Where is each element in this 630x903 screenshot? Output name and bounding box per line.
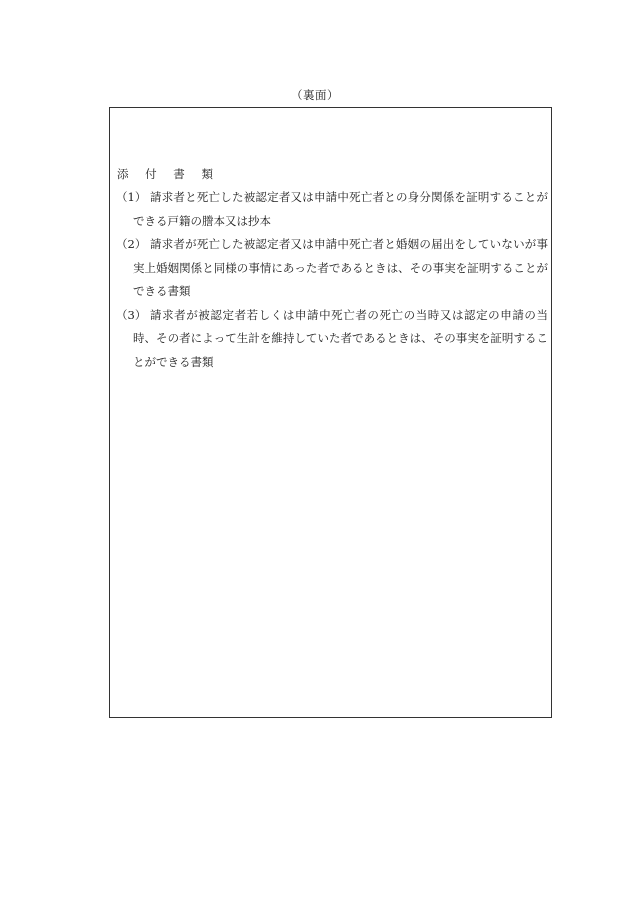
item-number: （2）: [116, 237, 147, 251]
list-item: [116, 186, 548, 233]
item-number: （3）: [116, 307, 147, 322]
attachments-list: [116, 186, 548, 374]
item-text: 請求者が死亡した被認定者又は申請中死亡者と婚姻の届出をしていないが事実上婚姻関係と同様の事情にあった者であるときは、その事実を証明することができる書類: [133, 237, 548, 298]
item-text: 請求者が被認定者若しくは申請中死亡者の死亡の当時又は認定の申請の当時、その者によって生計を維持していた者であるときは、その事実を証明することができる書類: [133, 307, 548, 369]
list-item: [116, 233, 548, 304]
list-item: [116, 304, 548, 375]
item-number: （1）: [116, 190, 147, 204]
item-text: 請求者と死亡した被認定者又は申請中死亡者との身分関係を証明することができる戸籍の謄本又は抄本: [133, 190, 548, 228]
attachments-heading: 添 付 書 類: [117, 167, 213, 181]
page-side-label: （裏面）: [291, 88, 339, 102]
form-frame: [109, 107, 552, 718]
